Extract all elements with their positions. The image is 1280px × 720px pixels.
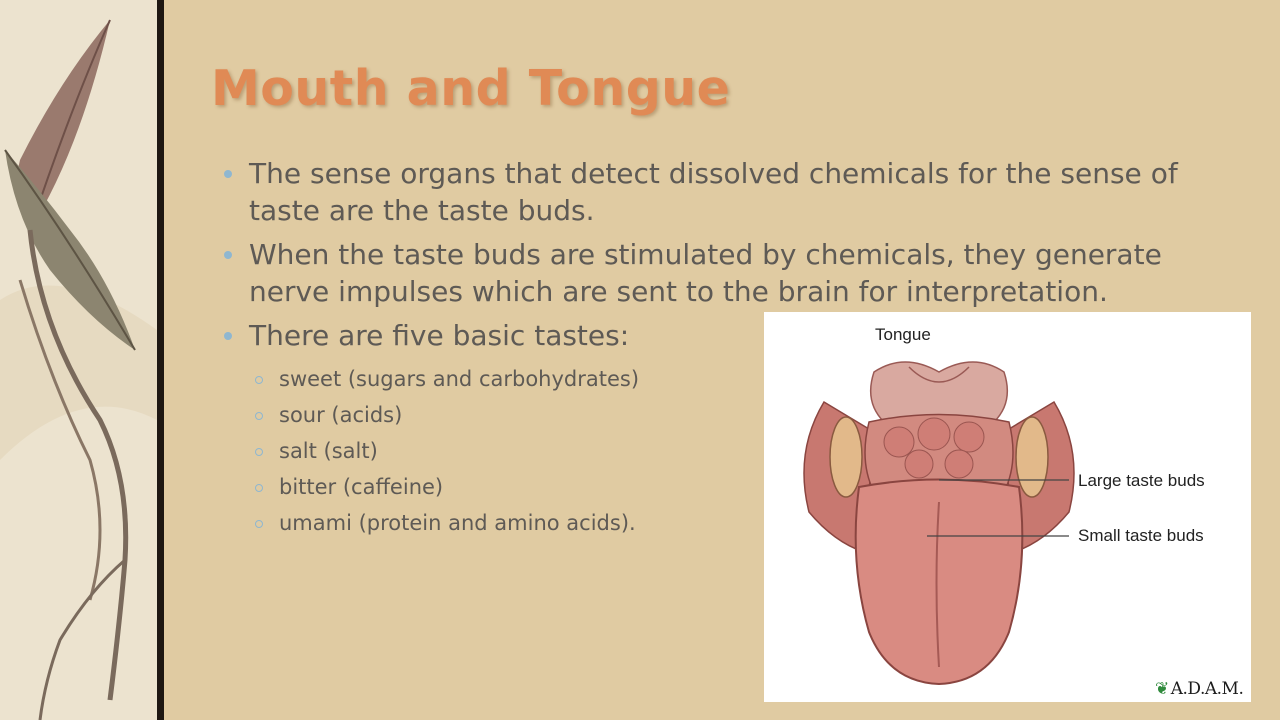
decorative-leaf-panel: [0, 0, 157, 720]
small-taste-buds-label: Small taste buds: [1078, 526, 1204, 545]
leaf-icon: ❦: [1155, 679, 1169, 699]
bullet-text: When the taste buds are stimulated by chemicals, they generate nerve impulses which are sent to the brain for interpretation.: [249, 238, 1162, 308]
sub-bullet-ring-icon: [255, 448, 263, 456]
large-taste-buds-label: Large taste buds: [1078, 471, 1205, 490]
sub-bullet-text: sweet (sugars and carbohydrates): [279, 367, 640, 391]
sub-bullet-ring-icon: [255, 484, 263, 492]
slide-title: Mouth and Tongue: [211, 60, 731, 117]
tongue-diagram: [764, 312, 1251, 702]
sub-bullet-text: umami (protein and amino acids).: [279, 511, 636, 535]
bullet-text: The sense organs that detect dissolved chemicals for the sense of taste are the taste buds.: [249, 157, 1178, 227]
sub-bullet-text: salt (salt): [279, 439, 378, 463]
bullet-item: [224, 155, 1234, 229]
tongue-illustration: [764, 312, 1251, 702]
sub-bullet-text: bitter (caffeine): [279, 475, 444, 499]
sub-bullet-ring-icon: [255, 412, 263, 420]
diagram-title: Tongue: [875, 325, 931, 344]
bullet-dot-icon: [224, 251, 232, 259]
logo-text: A.D.A.M.: [1170, 679, 1244, 699]
vertical-divider-bar: [157, 0, 164, 720]
bullet-dot-icon: [224, 332, 232, 340]
sub-bullet-text: sour (acids): [279, 403, 403, 427]
bullet-item: [224, 236, 1234, 310]
adam-logo: [1155, 679, 1243, 699]
sub-bullet-ring-icon: [255, 376, 263, 384]
bullet-dot-icon: [224, 170, 232, 178]
leaf-branch-illustration: [0, 0, 157, 720]
bullet-item: [224, 317, 749, 354]
bullet-text: There are five basic tastes:: [249, 319, 630, 352]
sub-bullet-ring-icon: [255, 520, 263, 528]
